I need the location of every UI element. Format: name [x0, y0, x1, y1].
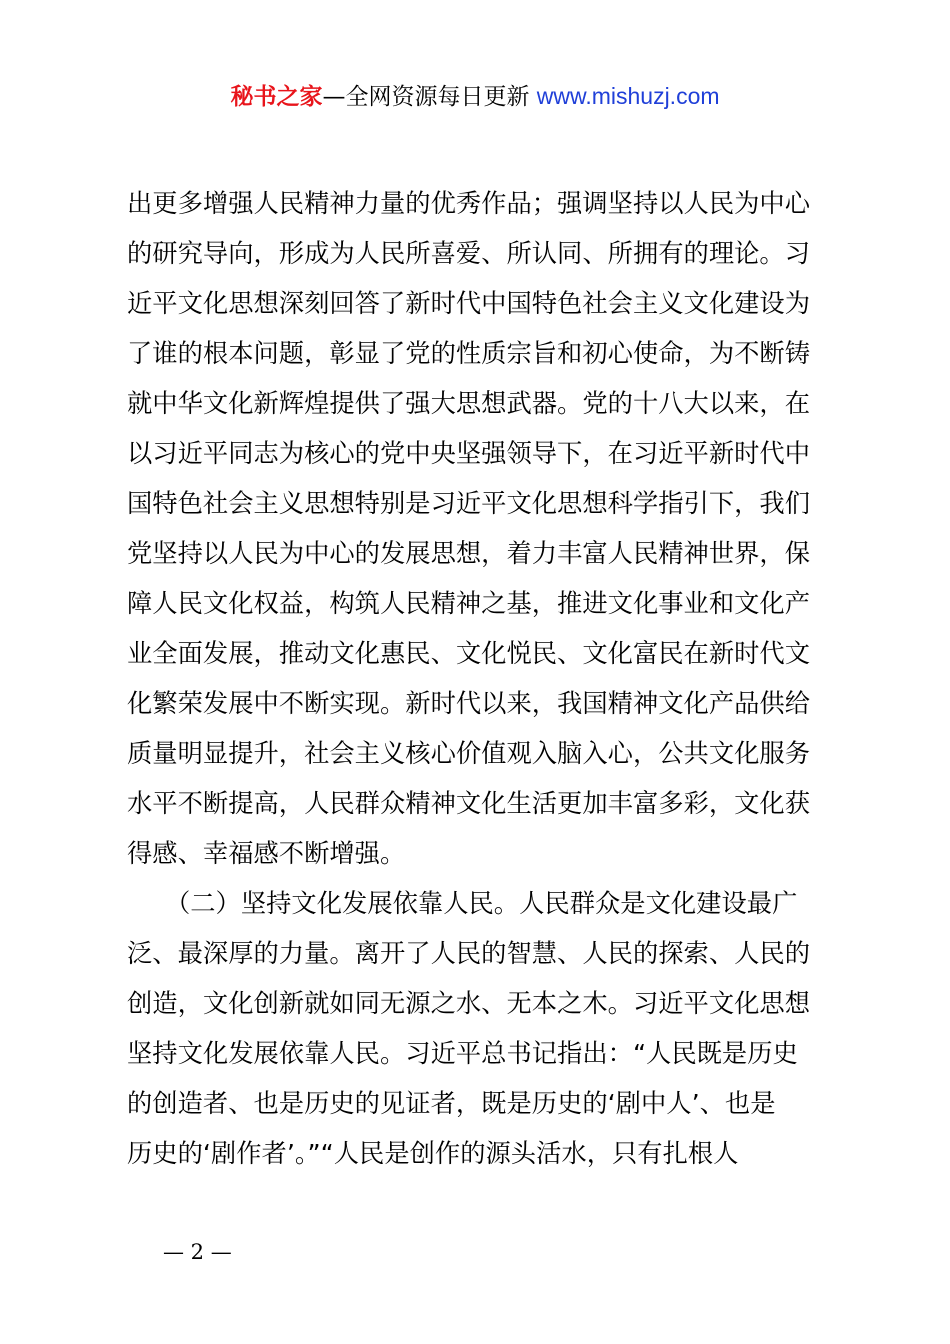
text-line: 出更多增强人民精神力量的优秀作品；强调坚持以人民为中心 — [127, 189, 811, 218]
text-line: 以习近平同志为核心的党中央坚强领导下，在习近平新时代中 — [127, 439, 811, 468]
text-line: 质量明显提升，社会主义核心价值观入脑入心，公共文化服务 — [127, 739, 811, 768]
text-line: 国特色社会主义思想特别是习近平文化思想科学指引下，我们 — [127, 489, 811, 518]
text-line: 水平不断提高，人民群众精神文化生活更加丰富多彩，文化获 — [127, 789, 811, 818]
text-line: 了谁的根本问题，彰显了党的性质宗旨和初心使命，为不断铸 — [127, 339, 811, 368]
text-line: 党坚持以人民为中心的发展思想，着力丰富人民精神世界，保 — [127, 539, 811, 568]
text-line: 泛、最深厚的力量。离开了人民的智慧、人民的探索、人民的 — [127, 939, 811, 968]
site-header — [0, 78, 950, 115]
text-line: 化繁荣发展中不断实现。新时代以来，我国精神文化产品供给 — [127, 689, 811, 718]
text-line: （二）坚持文化发展依靠人民。人民群众是文化建设最广 — [127, 889, 798, 918]
text-line: 的创造者、也是历史的见证者，既是历史的‘剧中人’、也是 — [127, 1089, 776, 1118]
text-line: 业全面发展，推动文化惠民、文化悦民、文化富民在新时代文 — [127, 639, 811, 668]
text-line: 坚持文化发展依靠人民。习近平总书记指出：“人民既是历史 — [127, 1039, 798, 1068]
text-line: 近平文化思想深刻回答了新时代中国特色社会主义文化建设为 — [127, 289, 811, 318]
document-body — [127, 179, 837, 1179]
text-line: 障人民文化权益，构筑人民精神之基，推进文化事业和文化产 — [127, 589, 811, 618]
brand-name: 秘书之家 — [230, 84, 323, 110]
text-line: 得感、幸福感不断增强。 — [127, 839, 406, 868]
site-url-link[interactable]: www.mishuzj.com — [536, 83, 720, 109]
text-line: 就中华文化新辉煌提供了强大思想武器。党的十八大以来，在 — [127, 389, 811, 418]
text-line: 创造，文化创新就如同无源之水、无本之木。习近平文化思想 — [127, 989, 811, 1018]
text-line: 历史的‘剧作者’。”“人民是创作的源头活水，只有扎根人 — [127, 1139, 739, 1168]
page-number: — 2 — — [163, 1240, 232, 1264]
text-line: 的研究导向，形成为人民所喜爱、所认同、所拥有的理论。习 — [127, 239, 811, 268]
header-tagline: —全网资源每日更新 — [322, 84, 530, 110]
